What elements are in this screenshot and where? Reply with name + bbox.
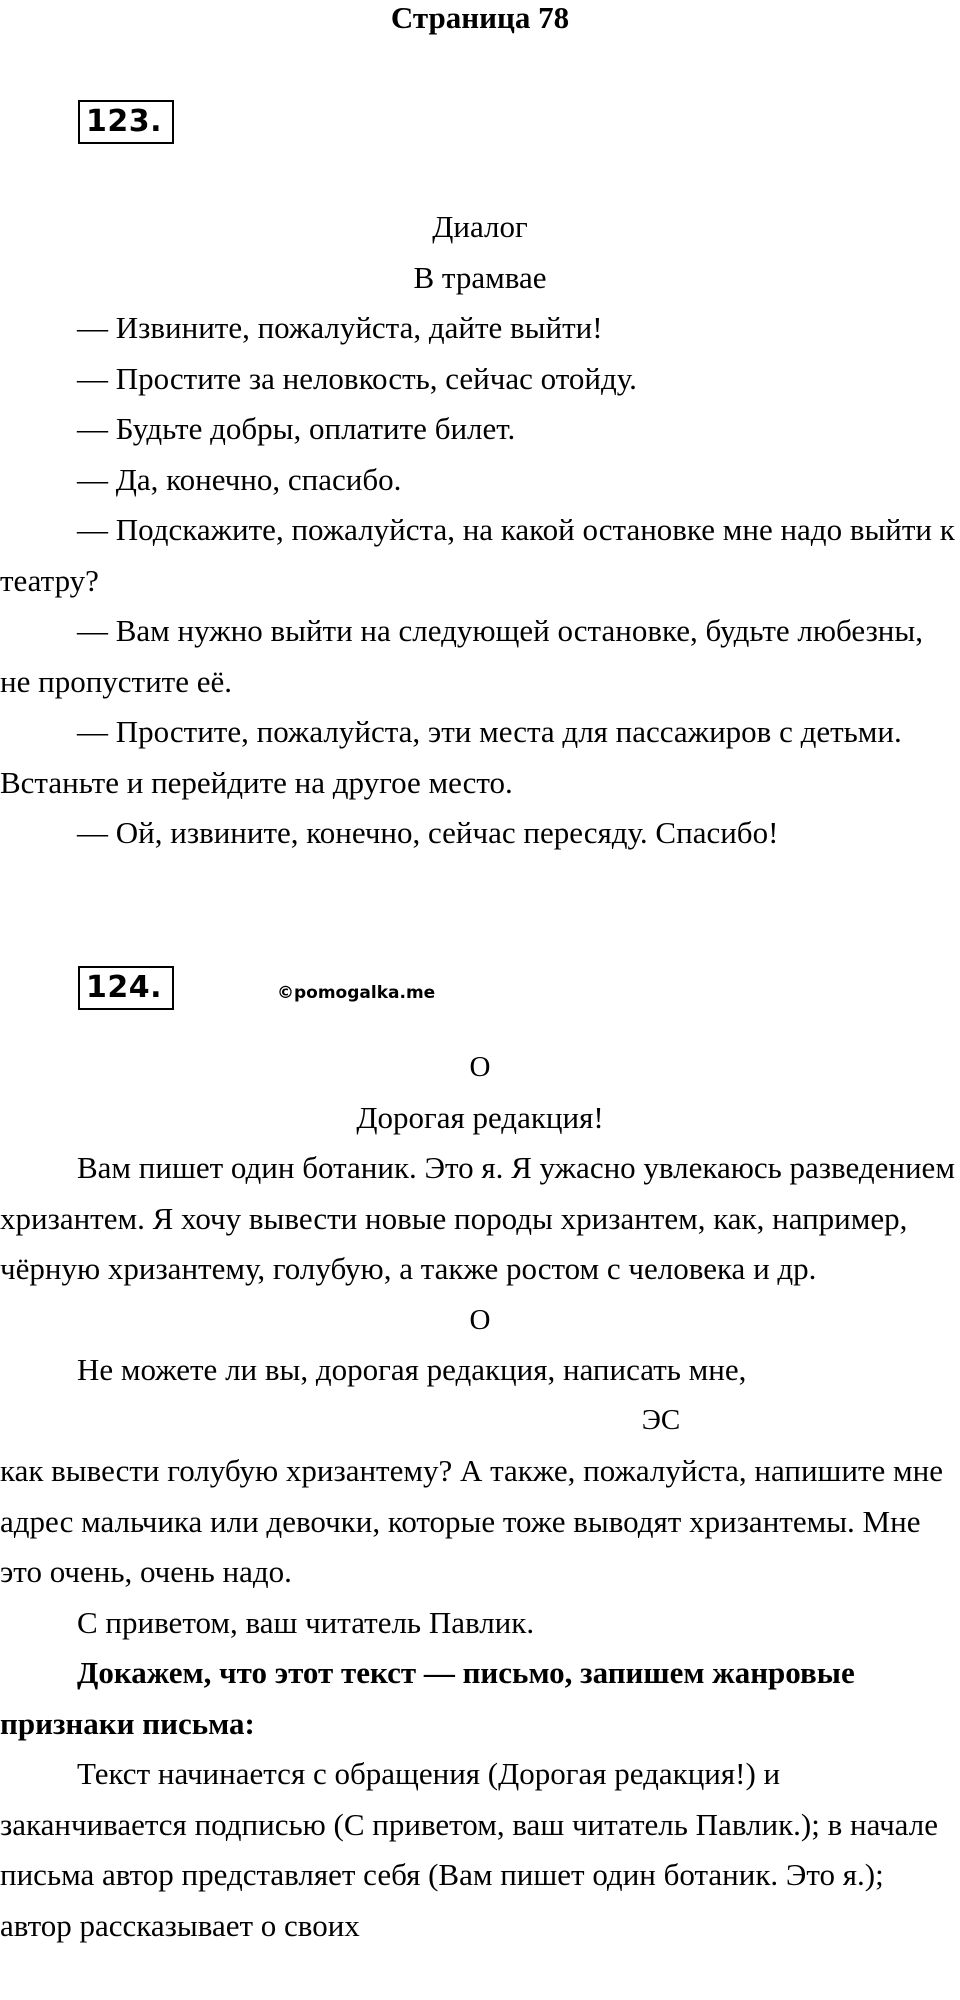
letter-signature: С приветом, ваш читатель Павлик. (77, 1604, 535, 1640)
task-number-123: 123. (78, 100, 174, 144)
mark-es: ЭС (641, 1404, 681, 1436)
dialog-line: — Извините, пожалуйста, дайте выйти! (77, 310, 603, 345)
dialog-line: — Подскажите, пожалуйста, на какой остановке мне надо выйти к театру? (0, 512, 955, 598)
watermark: ©pomogalka.me (277, 983, 436, 1003)
letter-paragraph-1: Вам пишет один ботаник. Это я. Я ужасно увлекаюсь разведением хризантем. Я хочу вывести новые породы хризантем, как, например, чёрную хризантему, голубую, а также ростом с человека и др. (0, 1150, 955, 1286)
dialog-heading: Диалог (432, 209, 528, 244)
task-123-text (0, 202, 960, 859)
dialog-line: — Будьте добры, оплатите билет. (77, 411, 516, 446)
dialog-line: — Простите за неловкость, сейчас отойду. (77, 360, 637, 396)
dialog-line: — Вам нужно выйти на следующей остановке, будьте любезны, не пропустите её. (0, 613, 923, 699)
mark-o-middle: О (469, 1303, 491, 1336)
mark-o-top: О (469, 1051, 491, 1083)
letter-greeting: Дорогая редакция! (356, 1099, 604, 1135)
page-title: Страница 78 (390, 0, 570, 35)
dialog-line: — Ой, извините, конечно, сейчас пересяду. Спасибо! (77, 815, 779, 850)
prove-heading: Докажем, что этот текст — письмо, запишем жанровые признаки письма: (0, 1655, 855, 1741)
dialog-line: — Простите, пожалуйста, эти места для пассажиров с детьми. Встаньте и перейдите на другое место. (0, 714, 902, 800)
answer-text: Текст начинается с обращения (Дорогая редакция!) и заканчивается подписью (С приветом, ваш читатель Павлик.); в начале письма автор представляет себя (Вам пишет один ботаник. Это я.); автор рассказывает о своих (0, 1756, 938, 1943)
task-number-124: 124. (78, 966, 174, 1010)
letter-paragraph-2a: Не можете ли вы, дорогая редакция, написать мне, (77, 1352, 747, 1387)
dialog-line: — Да, конечно, спасибо. (77, 461, 402, 497)
marked-word: пожалуйста (583, 1453, 739, 1488)
dialog-subheading: В трамвае (413, 259, 547, 295)
letter-paragraph-2b: как вывести голубую хризантему? А также, пожалуйста ЭС , напишите мне адрес мальчика или девочки, которые тоже выводят хризантемы. Мне это очень, очень надо. (0, 1404, 944, 1589)
task-124-text (0, 1042, 960, 1951)
